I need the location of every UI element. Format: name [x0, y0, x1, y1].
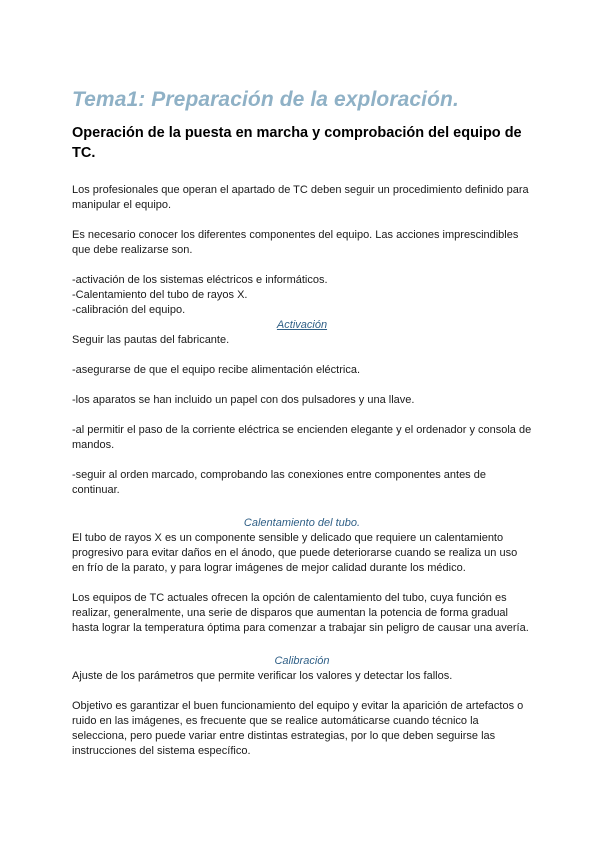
page-subtitle: Operación de la puesta en marcha y comprobación del equipo de TC. — [72, 125, 522, 161]
section-heading-activacion: Activación — [276, 319, 328, 331]
section-heading-calibracion: Calibración — [274, 655, 330, 667]
activacion-paragraph: -al permitir el paso de la corriente eléctrica se encienden elegante y el ordenador y consola de mandos. — [72, 424, 532, 451]
action-item: -calibración del equipo. — [72, 304, 186, 316]
activacion-paragraph: Seguir las pautas del fabricante. — [72, 334, 230, 346]
calibracion-paragraph: Ajuste de los parámetros que permite verificar los valores y detectar los fallos. — [72, 670, 453, 682]
document-page — [72, 88, 532, 759]
intro-paragraph: Los profesionales que operan el apartado de TC deben seguir un procedimiento definido para manipular el equipo. — [72, 184, 529, 211]
action-item: -Calentamiento del tubo de rayos X. — [72, 289, 248, 301]
activacion-paragraph: -los aparatos se han incluido un papel con dos pulsadores y una llave. — [72, 394, 415, 406]
activacion-paragraph: -asegurarse de que el equipo recibe alimentación eléctrica. — [72, 364, 361, 376]
section-heading-calentamiento: Calentamiento del tubo. — [243, 517, 361, 529]
page-title: Tema1: Preparación de la exploración. — [72, 88, 459, 111]
intro-paragraph: Es necesario conocer los diferentes componentes del equipo. Las acciones imprescindibles que debe realizarse son. — [72, 229, 519, 256]
action-item: -activación de los sistemas eléctricos e informáticos. — [72, 274, 328, 286]
calentamiento-paragraph: El tubo de rayos X es un componente sensible y delicado que requiere un calentamiento progresivo para evitar daños en el ánodo, que puede deteriorarse cuando se realiza un uso en frío de la parato, y para lograr imágenes de mejor calidad durante los médico. — [72, 532, 518, 574]
activacion-paragraph: -seguir al orden marcado, comprobando las conexiones entre componentes antes de continuar. — [72, 469, 486, 496]
calibracion-paragraph: Objetivo es garantizar el buen funcionamiento del equipo y evitar la aparición de artefactos o ruido en las imágenes, es frecuente que se realice automáticarse cuando técnico la selecciona, pero puede variar entre distintas estrategias, por lo que deben seguirse las instrucciones del sistema específico. — [72, 700, 524, 757]
calentamiento-paragraph: Los equipos de TC actuales ofrecen la opción de calentamiento del tubo, cuya función es realizar, generalmente, una serie de disparos que aumentan la potencia de forma gradual hasta lograr la temperatura óptima para comenzar a trabajar sin peligro de causar una avería. — [72, 592, 529, 634]
